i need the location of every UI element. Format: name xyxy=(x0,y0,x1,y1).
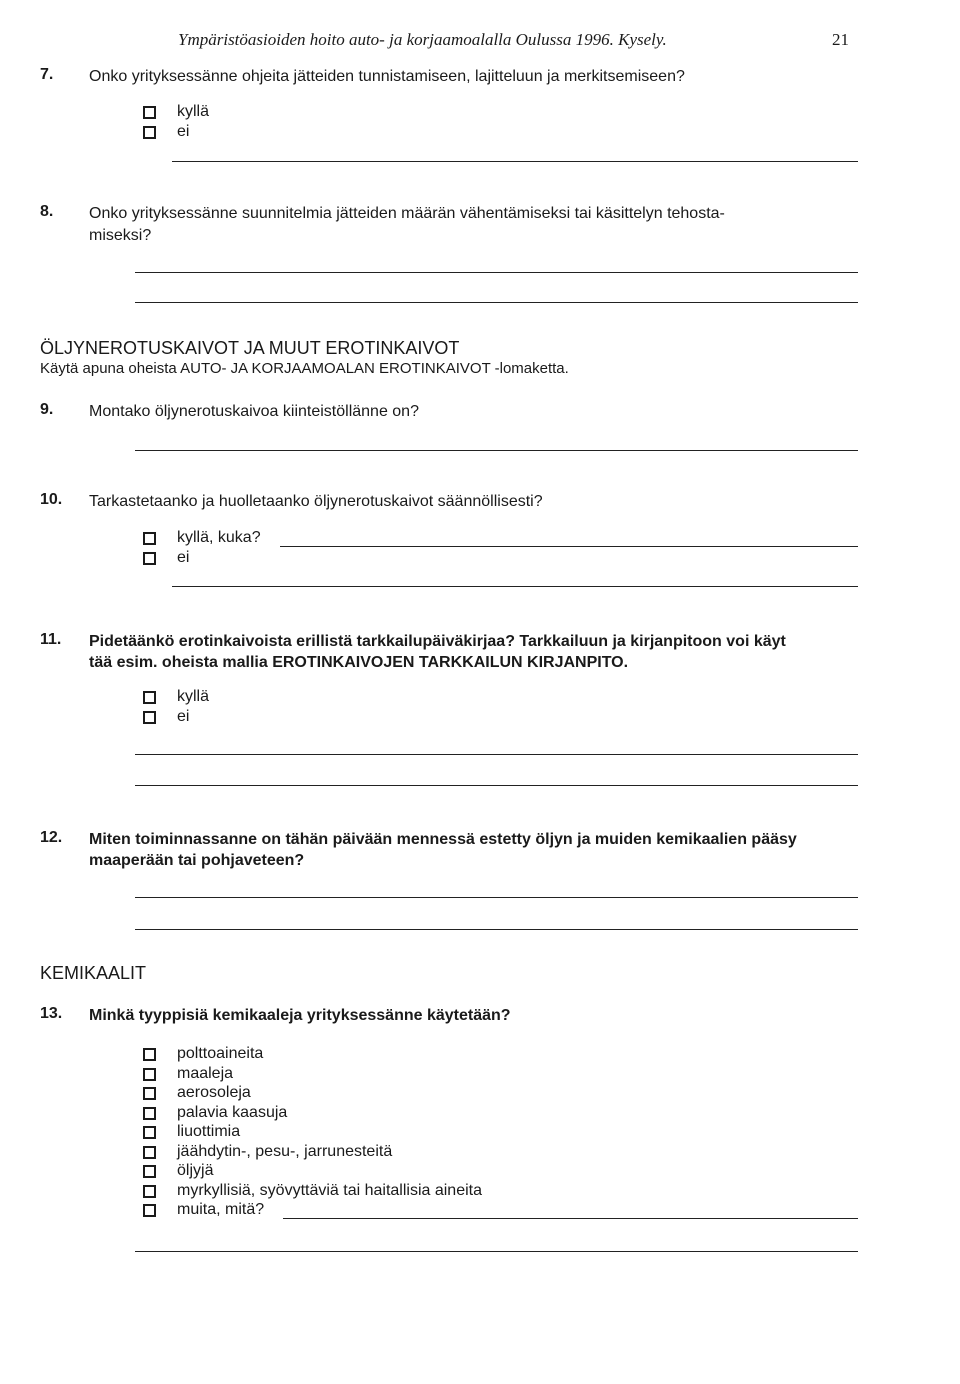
q8-answer-line-2[interactable] xyxy=(135,302,858,303)
question-12-number: 12. xyxy=(40,829,63,846)
q7-answer-line[interactable] xyxy=(172,161,858,162)
question-13-text: Minkä tyyppisiä kemikaaleja yrityksessänne käytetään? xyxy=(89,1007,511,1024)
q7-option-yes[interactable]: kyllä xyxy=(143,102,209,122)
question-11-line-1: Pidetäänkö erotinkaivoista erillistä tarkkailupäiväkirjaa? Tarkkailuun ja kirjanpitoon voi käyt xyxy=(89,633,786,650)
q13-option-fuels[interactable]: polttoaineita xyxy=(143,1044,263,1064)
q11-option-yes[interactable]: kyllä xyxy=(143,687,209,707)
q10-option-no[interactable]: ei xyxy=(143,548,189,568)
checkbox[interactable] xyxy=(143,552,156,565)
question-8-line-2: miseksi? xyxy=(89,227,152,244)
q7-option-no[interactable]: ei xyxy=(143,122,189,142)
q11-option-no[interactable]: ei xyxy=(143,707,189,727)
q8-answer-line-1[interactable] xyxy=(135,272,858,273)
q10-who-line[interactable] xyxy=(280,546,858,547)
question-11-number: 11. xyxy=(40,631,62,648)
checkbox[interactable] xyxy=(143,532,156,545)
checkbox[interactable] xyxy=(143,1204,156,1217)
checkbox[interactable] xyxy=(143,1185,156,1198)
q13-option-oils[interactable]: öljyjä xyxy=(143,1161,213,1181)
q9-answer-line[interactable] xyxy=(135,450,858,451)
question-7-text: Onko yrityksessänne ohjeita jätteiden tunnistamiseen, lajitteluun ja merkitsemiseen? xyxy=(89,68,685,85)
q10-option-yes-who[interactable]: kyllä, kuka? xyxy=(143,528,261,548)
q12-answer-line-1[interactable] xyxy=(135,897,858,898)
checkbox[interactable] xyxy=(143,1165,156,1178)
q11-answer-line-1[interactable] xyxy=(135,754,858,755)
checkbox[interactable] xyxy=(143,106,156,119)
q13-option-solvents[interactable]: liuottimia xyxy=(143,1122,240,1142)
checkbox[interactable] xyxy=(143,711,156,724)
q13-option-aerosols[interactable]: aerosoleja xyxy=(143,1083,251,1103)
question-9-number: 9. xyxy=(40,401,54,418)
checkbox[interactable] xyxy=(143,126,156,139)
checkbox[interactable] xyxy=(143,1146,156,1159)
page-number: 21 xyxy=(832,30,849,49)
question-13-number: 13. xyxy=(40,1005,63,1022)
question-8-number: 8. xyxy=(40,203,54,220)
question-8-line-1: Onko yrityksessänne suunnitelmia jätteiden määrän vähentämiseksi tai käsittelyn tehosta- xyxy=(89,205,725,222)
section-oil-separators-subtitle: Käytä apuna oheista AUTO- JA KORJAAMOALAN EROTINKAIVOT -lomaketta. xyxy=(40,360,569,377)
question-9-text: Montako öljynerotuskaivoa kiinteistöllänne on? xyxy=(89,403,419,420)
q13-option-coolants-fluids[interactable]: jäähdytin-, pesu-, jarrunesteitä xyxy=(143,1142,392,1162)
page-header-title: Ympäristöasioiden hoito auto- ja korjaamoalalla Oulussa 1996. Kysely. xyxy=(178,30,667,49)
checkbox[interactable] xyxy=(143,1087,156,1100)
section-oil-separators-title: ÖLJYNEROTUSKAIVOT JA MUUT EROTINKAIVOT xyxy=(40,338,460,358)
checkbox[interactable] xyxy=(143,1068,156,1081)
checkbox[interactable] xyxy=(143,1107,156,1120)
q13-option-paints[interactable]: maaleja xyxy=(143,1064,233,1084)
question-10-number: 10. xyxy=(40,491,63,508)
q11-answer-line-2[interactable] xyxy=(135,785,858,786)
q13-answer-line[interactable] xyxy=(135,1251,858,1252)
q13-other-line[interactable] xyxy=(283,1218,858,1219)
question-11-line-2: tää esim. oheista mallia EROTINKAIVOJEN TARKKAILUN KIRJANPITO. xyxy=(89,654,629,671)
question-12-line-1: Miten toiminnassanne on tähän päivään mennessä estetty öljyn ja muiden kemikaalien pääsy xyxy=(89,831,797,848)
q13-option-other[interactable]: muita, mitä? xyxy=(143,1200,264,1220)
q10-answer-line[interactable] xyxy=(172,586,858,587)
question-12-line-2: maaperään tai pohjaveteen? xyxy=(89,852,305,869)
checkbox[interactable] xyxy=(143,691,156,704)
question-10-text: Tarkastetaanko ja huolletaanko öljynerotuskaivot säännöllisesti? xyxy=(89,493,543,510)
checkbox[interactable] xyxy=(143,1126,156,1139)
q12-answer-line-2[interactable] xyxy=(135,929,858,930)
section-chemicals-title: KEMIKAALIT xyxy=(40,963,147,983)
q13-option-flammable-gases[interactable]: palavia kaasuja xyxy=(143,1103,287,1123)
question-7-number: 7. xyxy=(40,66,54,83)
checkbox[interactable] xyxy=(143,1048,156,1061)
q13-option-toxic-substances[interactable]: myrkyllisiä, syövyttäviä tai haitallisia aineita xyxy=(143,1181,482,1201)
